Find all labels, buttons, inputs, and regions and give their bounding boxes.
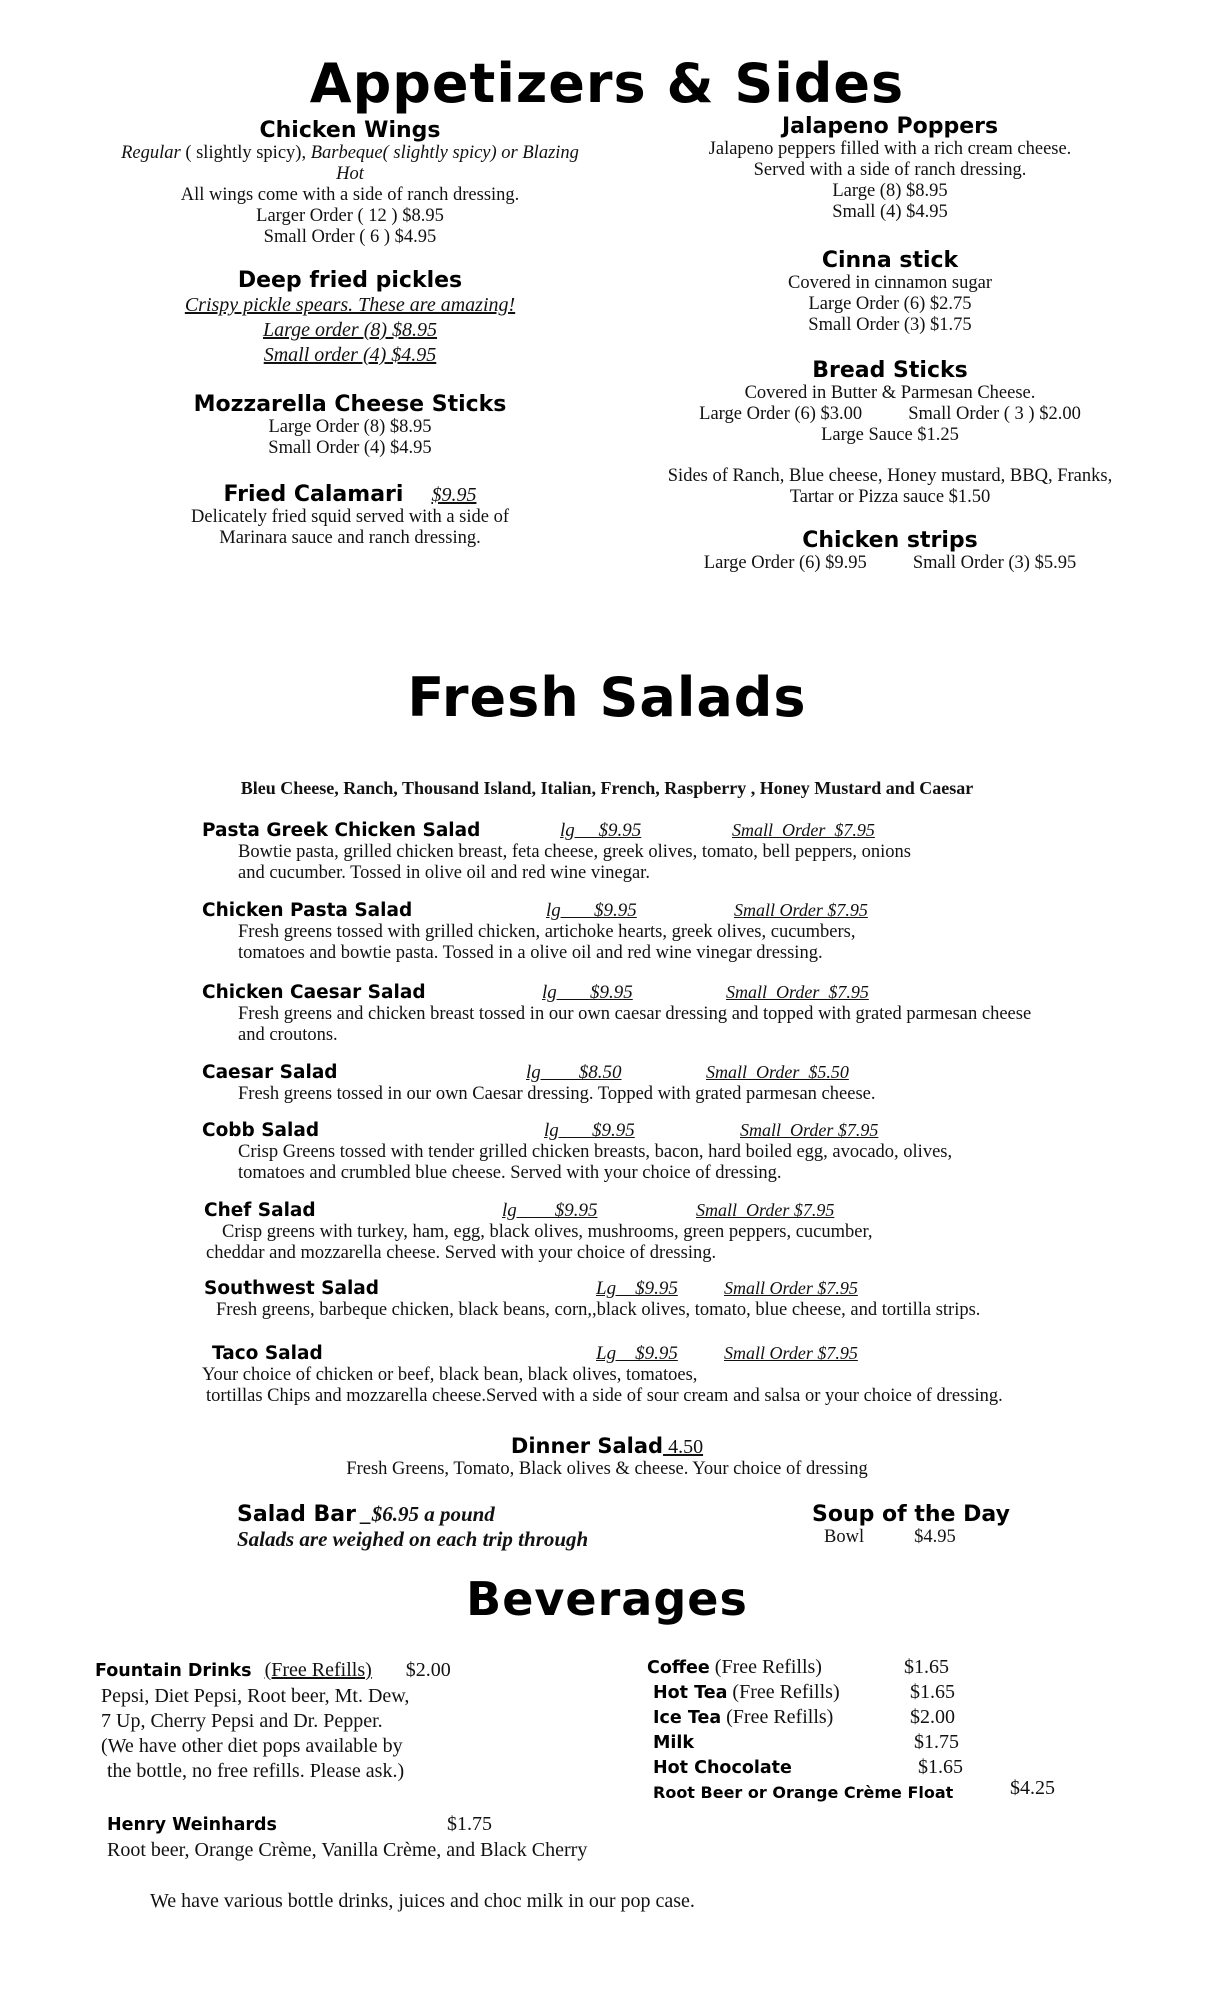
dinner-salad-desc: Fresh Greens, Tomato, Black olives & cheese. Your choice of dressing [346, 1459, 868, 1479]
fountain-drinks-line-4: the bottle, no free refills. Please ask.) [107, 1760, 405, 1782]
soup-price: $4.95 [914, 1527, 956, 1547]
henry-weinhards-price: $1.75 [447, 1813, 492, 1835]
salad-large-price: Lg $9.95 [596, 1343, 678, 1364]
salad-name: Chicken Pasta Salad [202, 900, 413, 921]
salad-large-price: lg $9.95 [546, 900, 637, 921]
beverage-price: $1.65 [904, 1656, 949, 1678]
sides-line-2: Tartar or Pizza sauce $1.50 [789, 487, 991, 507]
salad-bar-name: Salad Bar [237, 1502, 356, 1527]
salad-large-price: lg $9.95 [542, 982, 633, 1003]
fountain-drinks-line-1: Pepsi, Diet Pepsi, Root beer, Mt. Dew, [101, 1685, 410, 1707]
fountain-drinks-section [95, 1658, 451, 1784]
salad-small-price: Small Order $7.95 [696, 1200, 835, 1220]
beverage-item [653, 1756, 963, 1779]
salad-name: Southwest Salad [204, 1278, 380, 1299]
fountain-drinks-name: Fountain Drinks [95, 1661, 252, 1681]
beverage-note: (Free Refills) [721, 1706, 834, 1728]
beverage-name: Root Beer or Orange Crème Float [653, 1783, 954, 1802]
dressings-list: Bleu Cheese, Ranch, Thousand Island, Italian, French, Raspberry , Honey Mustard and Caesar [240, 778, 974, 798]
beverage-price: $4.25 [1010, 1777, 1055, 1799]
beverage-name: Hot Tea [653, 1683, 728, 1703]
salad-bar-note: Salads are weighed on each trip through [237, 1527, 589, 1551]
fried-pickles-desc: Crispy pickle spears. These are amazing! [184, 294, 516, 316]
salad-small-price: Small Order $7.95 [732, 820, 875, 840]
beverage-item [653, 1681, 955, 1704]
beverage-price: $2.00 [910, 1706, 955, 1728]
salad-small-price: Small Order $7.95 [734, 900, 868, 920]
bread-sticks-section [640, 358, 1140, 446]
salad-bar-price: _$6.95 a pound [355, 1502, 495, 1526]
salad-large-price: lg $8.50 [526, 1062, 622, 1083]
appetizers-title: Appetizers & Sides [309, 52, 905, 115]
fried-calamari-desc-2: Marinara sauce and ranch dressing. [219, 528, 481, 548]
fried-calamari-name: Fried Calamari [223, 482, 404, 507]
beverage-item [653, 1706, 955, 1729]
beverage-item [653, 1731, 959, 1754]
salad-large-price: lg $9.95 [502, 1200, 598, 1221]
salad-bar-section [237, 1502, 588, 1552]
salad-description: Fresh greens, barbeque chicken, black beans, corn,,black olives, tomato, blue cheese, and tortilla strips. [216, 1300, 981, 1320]
mozzarella-sticks-small: Small Order (4) $4.95 [268, 438, 432, 458]
henry-weinhards-name: Henry Weinhards [107, 1815, 277, 1835]
jalapeno-poppers-section [640, 114, 1140, 223]
beverage-note: (Free Refills) [709, 1656, 822, 1678]
beverage-name: Coffee [647, 1658, 710, 1678]
salad-small-price: Small Order $7.95 [724, 1343, 858, 1363]
chicken-strips-large: Large Order (6) $9.95 [703, 553, 867, 573]
salad-small-price: Small Order $7.95 [724, 1278, 858, 1298]
salad-description: Fresh greens tossed with grilled chicken, artichoke hearts, greek olives, cucumbers, [238, 922, 856, 942]
cinna-stick-desc: Covered in cinnamon sugar [788, 273, 992, 293]
chicken-strips-small: Small Order (3) $5.95 [912, 553, 1077, 573]
salad-name: Cobb Salad [202, 1120, 320, 1141]
salad-small-price: Small Order $5.50 [706, 1062, 849, 1082]
beverage-price: $1.65 [910, 1681, 955, 1703]
fried-pickles-section [80, 268, 620, 368]
beverages-footer: We have various bottle drinks, juices and choc milk in our pop case. [150, 1890, 695, 1912]
salad-description: Crisp Greens tossed with tender grilled chicken breasts, bacon, hard boiled egg, avocado, olives, [238, 1142, 953, 1162]
jalapeno-poppers-large: Large (8) $8.95 [832, 181, 948, 201]
salad-description: tomatoes and crumbled blue cheese. Served with your choice of dressing. [238, 1163, 782, 1183]
soup-size: Bowl [824, 1527, 865, 1547]
salad-description: cheddar and mozzarella cheese. Served with your choice of dressing. [206, 1243, 717, 1263]
salad-description: tomatoes and bowtie pasta. Tossed in a olive oil and red wine vinegar dressing. [238, 943, 823, 963]
mozzarella-sticks-section [80, 392, 620, 459]
fountain-drinks-refills: (Free Refills) [264, 1659, 372, 1681]
chicken-wings-section [80, 118, 620, 248]
fountain-drinks-line-3: (We have other diet pops available by [101, 1735, 403, 1757]
beverage-price: $1.65 [918, 1756, 963, 1778]
cinna-stick-small: Small Order (3) $1.75 [808, 315, 972, 335]
jalapeno-poppers-name: Jalapeno Poppers [781, 114, 999, 139]
mozzarella-sticks-large: Large Order (8) $8.95 [268, 417, 432, 437]
dinner-salad-name: Dinner Salad [510, 1434, 664, 1458]
cinna-stick-name: Cinna stick [821, 248, 959, 273]
salad-name: Chicken Caesar Salad [202, 982, 426, 1003]
chicken-strips-name: Chicken strips [802, 528, 978, 553]
fried-pickles-name: Deep fried pickles [237, 268, 463, 293]
salad-large-price: lg $9.95 [560, 820, 642, 841]
beverage-note: (Free Refills) [727, 1681, 840, 1703]
fried-pickles-large: Large order (8) $8.95 [262, 319, 438, 341]
salad-description: Fresh greens tossed in our own Caesar dressing. Topped with grated parmesan cheese. [238, 1084, 876, 1104]
bread-sticks-sauce: Large Sauce $1.25 [821, 425, 959, 445]
salad-name: Taco Salad [212, 1343, 323, 1364]
fried-calamari-price: $9.95 [431, 484, 477, 506]
salad-description: Fresh greens and chicken breast tossed in our own caesar dressing and topped with grated parmesan cheese [238, 1004, 1032, 1024]
chicken-wings-flavors: Regular ( slightly spicy), Barbeque( slightly spicy) or Blazing [121, 143, 579, 163]
soup-name: Soup of the Day [812, 1502, 1010, 1527]
fried-pickles-small: Small order (4) $4.95 [263, 344, 437, 366]
salad-large-price: Lg $9.95 [596, 1278, 678, 1299]
mozzarella-sticks-name: Mozzarella Cheese Sticks [193, 392, 507, 417]
salads-title: Fresh Salads [407, 666, 807, 729]
bread-sticks-small: Small Order ( 3 ) $2.00 [908, 404, 1081, 424]
chicken-wings-note: All wings come with a side of ranch dressing. [180, 185, 520, 205]
bread-sticks-name: Bread Sticks [812, 358, 968, 383]
chicken-strips-section [640, 528, 1140, 574]
fried-calamari-section [80, 482, 620, 549]
sides-line-1: Sides of Ranch, Blue cheese, Honey mustard, BBQ, Franks, [667, 466, 1113, 486]
salad-description: and croutons. [238, 1025, 338, 1045]
beverage-name: Ice Tea [653, 1708, 722, 1728]
salad-large-price: lg $9.95 [544, 1120, 635, 1141]
salad-description: Bowtie pasta, grilled chicken breast, feta cheese, greek olives, tomato, bell peppers, onions [238, 842, 911, 862]
salad-description: and cucumber. Tossed in olive oil and red wine vinegar. [238, 863, 650, 883]
dinner-salad-section [0, 1434, 1214, 1480]
fountain-drinks-line-2: 7 Up, Cherry Pepsi and Dr. Pepper. [101, 1710, 383, 1732]
beverage-name: Hot Chocolate [653, 1758, 792, 1778]
jalapeno-poppers-desc-1: Jalapeno peppers filled with a rich cream cheese. [708, 139, 1072, 159]
chicken-wings-name: Chicken Wings [259, 118, 441, 143]
soup-section [812, 1502, 1010, 1548]
chicken-wings-flavors-hot: Hot [336, 164, 364, 184]
chicken-wings-small: Small Order ( 6 ) $4.95 [263, 227, 437, 247]
salad-name: Chef Salad [204, 1200, 316, 1221]
beverages-title: Beverages [466, 1572, 748, 1626]
jalapeno-poppers-small: Small (4) $4.95 [832, 202, 948, 222]
henry-weinhards-section [107, 1812, 587, 1863]
henry-weinhards-flavors: Root beer, Orange Crème, Vanilla Crème, and Black Cherry [107, 1839, 588, 1861]
salad-description: Your choice of chicken or beef, black bean, black olives, tomatoes, [202, 1365, 698, 1385]
bread-sticks-desc: Covered in Butter & Parmesan Cheese. [744, 383, 1036, 403]
beverage-price: $1.75 [914, 1731, 959, 1753]
salad-description: tortillas Chips and mozzarella cheese.Served with a side of sour cream and salsa or your choice of dressing. [206, 1386, 1003, 1406]
cinna-stick-section [640, 248, 1140, 336]
fountain-drinks-price: $2.00 [405, 1659, 451, 1681]
sides-section [640, 466, 1140, 508]
salad-small-price: Small Order $7.95 [740, 1120, 879, 1140]
jalapeno-poppers-desc-2: Served with a side of ranch dressing. [753, 160, 1027, 180]
beverage-name: Milk [653, 1733, 695, 1753]
salad-name: Pasta Greek Chicken Salad [202, 820, 481, 841]
salad-name: Caesar Salad [202, 1062, 338, 1083]
chicken-wings-large: Larger Order ( 12 ) $8.95 [256, 206, 444, 226]
salad-small-price: Small Order $7.95 [726, 982, 869, 1002]
beverage-item [653, 1777, 1055, 1804]
dinner-salad-price: 4.50 [663, 1436, 704, 1458]
salad-description: Crisp greens with turkey, ham, egg, black olives, mushrooms, green peppers, cucumber, [222, 1222, 873, 1242]
fried-calamari-desc-1: Delicately fried squid served with a side of [191, 507, 509, 527]
beverage-item [647, 1656, 949, 1679]
cinna-stick-large: Large Order (6) $2.75 [808, 294, 972, 314]
bread-sticks-large: Large Order (6) $3.00 [699, 404, 863, 424]
